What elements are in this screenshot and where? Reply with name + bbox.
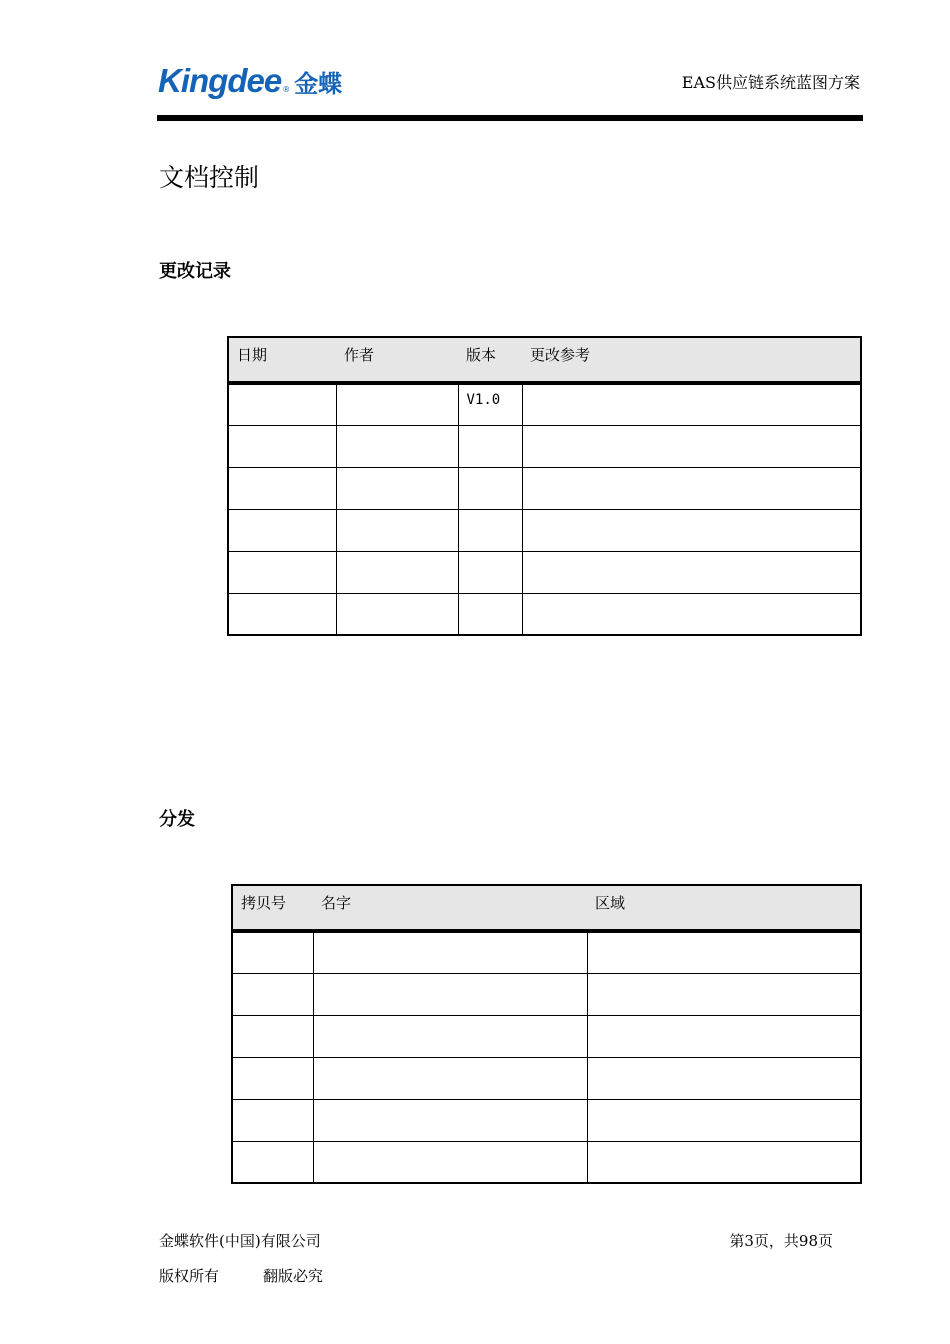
column-header-date: 日期 [228, 337, 336, 383]
footer-copyright: 版权所有 [159, 1267, 220, 1285]
table-cell [336, 425, 458, 467]
table-cell: V1.0 [458, 383, 522, 425]
table-cell [522, 509, 861, 551]
table-row [228, 383, 861, 425]
table-cell [313, 1057, 587, 1099]
table-cell [458, 467, 522, 509]
table-cell [313, 931, 587, 973]
footer-page-info: 第3页，共98页 [729, 1232, 833, 1250]
logo-chinese-text: 金蝶 [294, 70, 343, 98]
table-row [232, 973, 861, 1015]
footer-piracy-notice: 翻版必究 [263, 1267, 324, 1285]
table-cell [587, 973, 861, 1015]
column-header-change-ref: 更改参考 [522, 337, 861, 383]
table-cell [228, 383, 336, 425]
table-cell [313, 973, 587, 1015]
table-cell [336, 551, 458, 593]
table-cell [458, 425, 522, 467]
table-cell [522, 467, 861, 509]
table-row [228, 467, 861, 509]
table-cell [228, 425, 336, 467]
footer-company: 金蝶软件(中国)有限公司 [159, 1232, 321, 1250]
table-cell [587, 1015, 861, 1057]
change-record-heading: 更改记录 [159, 261, 231, 282]
table-cell [228, 551, 336, 593]
table-cell [232, 1057, 313, 1099]
table-cell [313, 1141, 587, 1183]
table-row [228, 551, 861, 593]
logo-latin-text: Kingdee [158, 62, 282, 99]
column-header-copy-number: 拷贝号 [232, 885, 313, 931]
table-cell [313, 1099, 587, 1141]
table-cell [232, 973, 313, 1015]
table-cell [228, 593, 336, 635]
table-cell [336, 383, 458, 425]
distribution-table [231, 884, 862, 1184]
table-cell [232, 1015, 313, 1057]
table-row [228, 425, 861, 467]
kingdee-logo [158, 62, 342, 100]
table-row [232, 931, 861, 973]
table-cell [232, 1099, 313, 1141]
document-header-title: EAS供应链系统蓝图方案 [681, 73, 860, 92]
table-row [228, 509, 861, 551]
table-cell [336, 509, 458, 551]
table-cell [587, 1141, 861, 1183]
column-header-region: 区域 [587, 885, 861, 931]
table-cell [587, 1057, 861, 1099]
logo-registered-mark: ® [282, 85, 291, 94]
column-header-author: 作者 [336, 337, 458, 383]
change-record-table [227, 336, 862, 636]
table-cell [522, 425, 861, 467]
table-cell [232, 1141, 313, 1183]
table-cell [313, 1015, 587, 1057]
table-cell [458, 551, 522, 593]
table-cell [336, 593, 458, 635]
column-header-version: 版本 [458, 337, 522, 383]
table-cell [522, 593, 861, 635]
table-cell [587, 1099, 861, 1141]
table-cell [228, 467, 336, 509]
table-cell [458, 593, 522, 635]
page-title: 文档控制 [159, 163, 260, 192]
table-cell [522, 551, 861, 593]
table-cell [232, 931, 313, 973]
table-row [232, 1015, 861, 1057]
table-row [232, 1057, 861, 1099]
table-header-row [228, 337, 861, 383]
table-row [232, 1141, 861, 1183]
table-row [228, 593, 861, 635]
column-header-name: 名字 [313, 885, 587, 931]
table-cell [228, 509, 336, 551]
header-divider [157, 115, 863, 121]
table-cell [458, 509, 522, 551]
table-cell [336, 467, 458, 509]
table-cell [587, 931, 861, 973]
distribution-heading: 分发 [159, 809, 195, 830]
table-header-row [232, 885, 861, 931]
table-row [232, 1099, 861, 1141]
table-cell [522, 383, 861, 425]
